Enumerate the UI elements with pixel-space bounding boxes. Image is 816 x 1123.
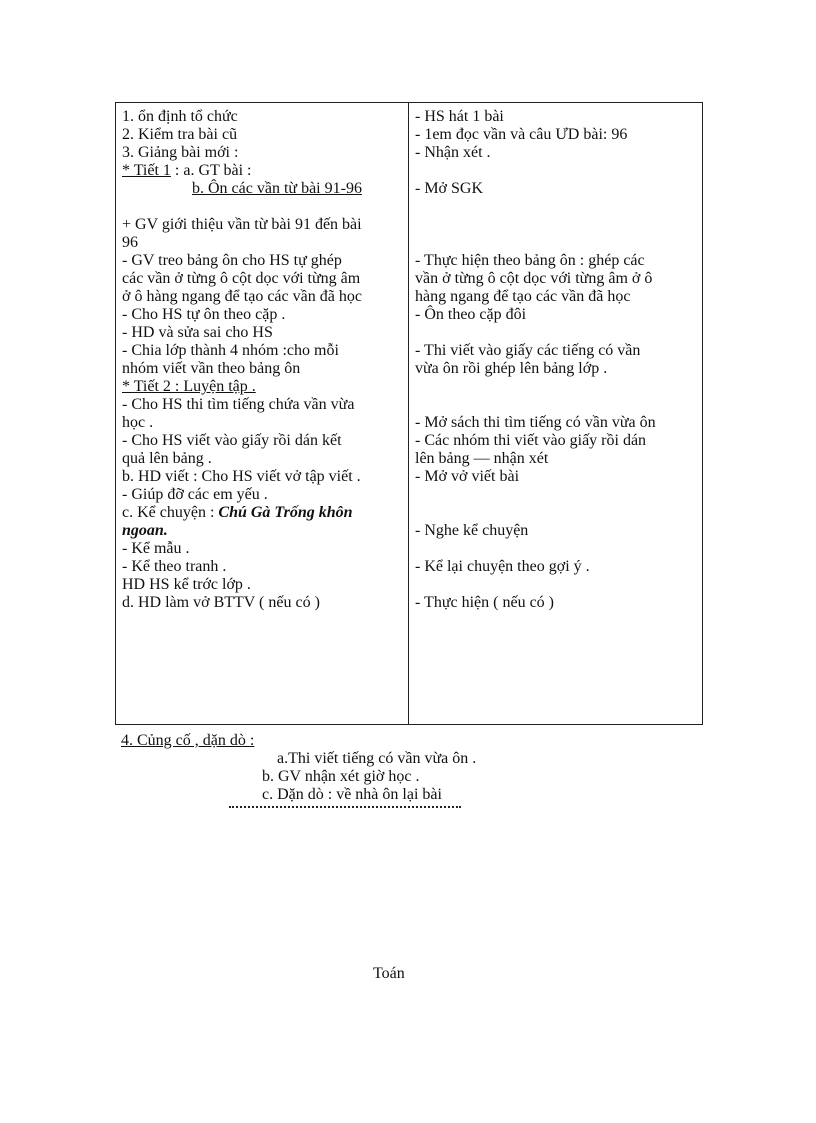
right-line: - Các nhóm thi viết vào giấy rồi dán bbox=[415, 432, 647, 449]
right-line: - Nhận xét . bbox=[415, 144, 491, 161]
tiet-2-heading: * Tiết 2 : Luyện tập . bbox=[122, 378, 256, 395]
left-line: - Giúp đỡ các em yếu . bbox=[122, 486, 268, 503]
footer-item-c: c. Dặn dò : về nhà ôn lại bài bbox=[262, 786, 442, 803]
right-line: - Mở SGK bbox=[415, 180, 484, 197]
right-line: - Thực hiện theo bảng ôn : ghép các bbox=[415, 252, 645, 269]
tiet-1-rest: : a. GT bài : bbox=[170, 162, 252, 179]
footer-item-b: b. GV nhận xét giờ học . bbox=[262, 768, 420, 785]
student-activities-column bbox=[409, 103, 702, 724]
right-line: - HS hát 1 bài bbox=[415, 108, 504, 125]
footer-heading: 4. Củng cố , dặn dò : bbox=[121, 732, 255, 749]
left-line: b. HD viết : Cho HS viết vở tập viết . bbox=[122, 468, 361, 485]
left-line bbox=[122, 504, 353, 522]
right-line: - Kể lại chuyện theo gợi ý . bbox=[415, 558, 590, 575]
left-line: học . bbox=[122, 414, 154, 431]
left-line: - Kể theo tranh . bbox=[122, 558, 227, 575]
left-line: 96 bbox=[122, 234, 138, 251]
left-line: quả lên bảng . bbox=[122, 450, 212, 467]
right-line: - Ôn theo cặp đôi bbox=[415, 306, 527, 323]
story-title: Chú Gà Trống khôn bbox=[218, 504, 353, 521]
story-title-cont: ngoan. bbox=[122, 522, 168, 539]
right-line: - Thi viết vào giấy các tiếng có vần bbox=[415, 342, 641, 359]
left-line bbox=[122, 162, 252, 180]
right-line: - Mở sách thi tìm tiếng có vần vừa ôn bbox=[415, 414, 656, 431]
left-line: - Cho HS thi tìm tiếng chứa vần vừa bbox=[122, 396, 355, 413]
lesson-plan-table bbox=[115, 102, 703, 725]
right-line: lên bảng — nhận xét bbox=[415, 450, 549, 467]
dotted-separator bbox=[229, 806, 461, 808]
right-line: hàng ngang để tạo các vần đã học bbox=[415, 288, 631, 305]
next-subject-title: Toán bbox=[373, 965, 405, 982]
left-line: - Cho HS viết vào giấy rồi dán kết bbox=[122, 432, 342, 449]
left-line: d. HD làm vở BTTV ( nếu có ) bbox=[122, 594, 320, 611]
teacher-activities-column bbox=[116, 103, 409, 724]
right-line: - Nghe kể chuyện bbox=[415, 522, 529, 539]
story-prefix: c. Kể chuyện : bbox=[122, 504, 219, 521]
left-line: + GV giới thiệu vần từ bài 91 đến bài bbox=[122, 216, 362, 233]
right-line: - Mở vở viết bài bbox=[415, 468, 520, 485]
left-line: ở ô hàng ngang để tạo các vần đã học bbox=[122, 288, 362, 305]
right-line: - 1em đọc vần và câu ƯD bài: 96 bbox=[415, 126, 628, 143]
left-line: - GV treo bảng ôn cho HS tự ghép bbox=[122, 252, 342, 269]
left-line: b. Ôn các vần từ bài 91-96 bbox=[192, 180, 362, 197]
footer-item-a: a.Thi viết tiếng có vần vừa ôn . bbox=[277, 750, 477, 767]
left-line: - Chia lớp thành 4 nhóm :cho mỗi bbox=[122, 342, 339, 359]
left-line: HD HS kể trớc lớp . bbox=[122, 576, 251, 593]
left-line: 2. Kiểm tra bài cũ bbox=[122, 126, 238, 143]
left-line: 3. Giảng bài mới : bbox=[122, 144, 239, 161]
left-line: - Kể mẫu . bbox=[122, 540, 190, 557]
right-line: - Thực hiện ( nếu có ) bbox=[415, 594, 554, 611]
left-line: - Cho HS tự ôn theo cặp . bbox=[122, 306, 286, 323]
left-line: - HD và sửa sai cho HS bbox=[122, 324, 273, 341]
left-line: 1. ổn định tổ chức bbox=[122, 108, 238, 125]
right-line: vần ở từng ô cột dọc với từng âm ở ô bbox=[415, 270, 653, 287]
left-line: các vần ở từng ô cột dọc với từng âm bbox=[122, 270, 361, 287]
right-line: vừa ôn rồi ghép lên bảng lớp . bbox=[415, 360, 608, 377]
left-line: nhóm viết vần theo bảng ôn bbox=[122, 360, 301, 377]
tiet-1-label: * Tiết 1 bbox=[122, 162, 171, 179]
